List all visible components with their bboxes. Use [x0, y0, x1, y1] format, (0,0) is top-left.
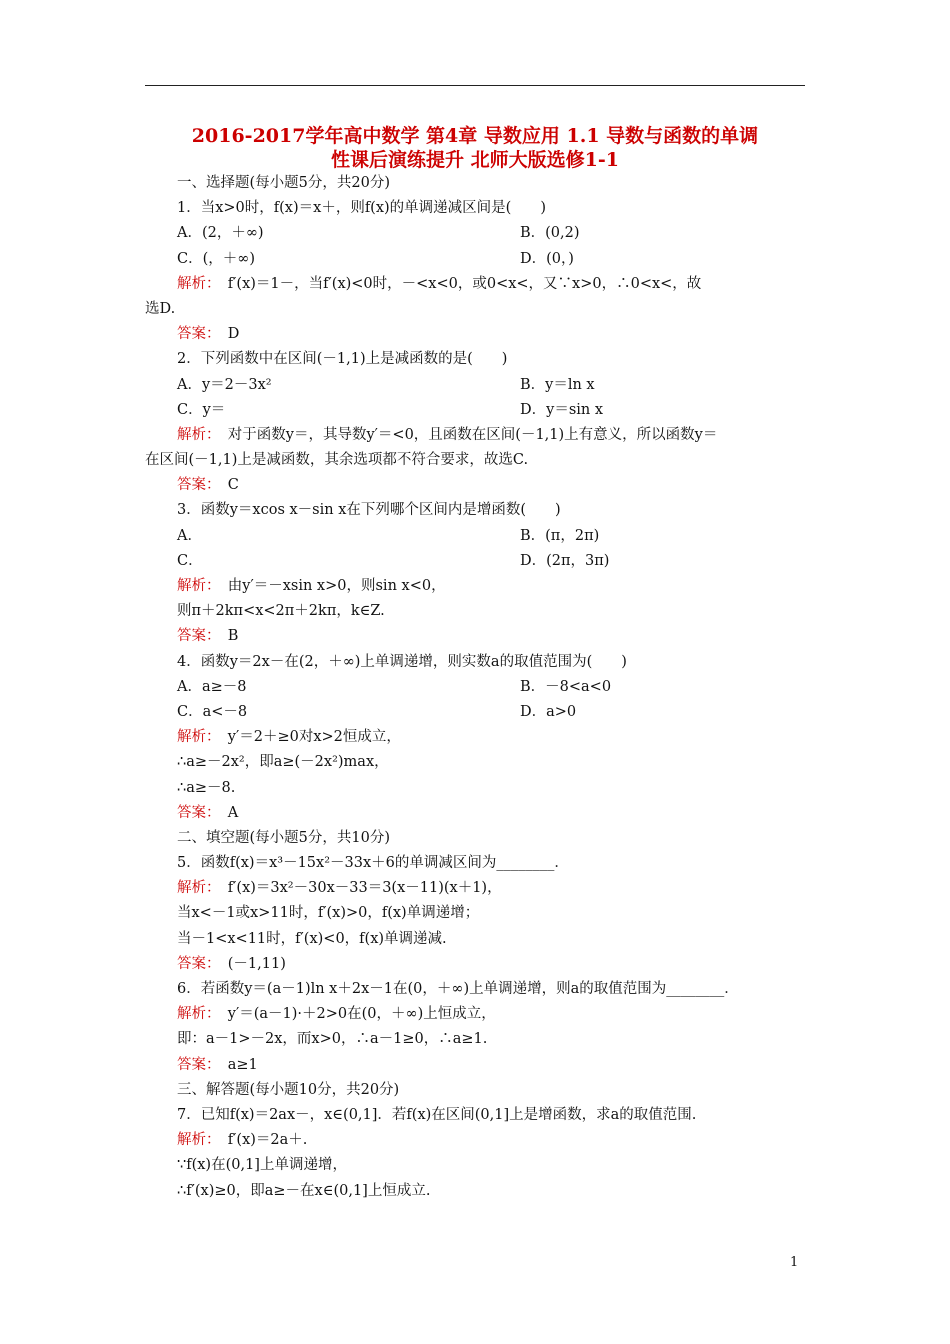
option-d: D．a>0 [520, 703, 577, 720]
analysis-line: 当x<－1或x>11时，f′(x)>0，f(x)单调递增； [177, 905, 480, 922]
answer-label: 答案： [177, 804, 214, 821]
option-b: B．(π，2π) [520, 527, 600, 544]
answer-text: (－1,11) [227, 955, 286, 972]
answer-label: 答案： [177, 477, 214, 494]
header-rule [145, 85, 805, 86]
answer-line [145, 624, 805, 649]
answer-text: D [227, 326, 240, 343]
option-row [145, 373, 805, 398]
option-row [145, 398, 805, 423]
answer-text: A [227, 804, 239, 821]
analysis-text: 对于函数y＝，其导数y′＝<0，且函数在区间(－1,1)上有意义，所以函数y＝ [227, 426, 718, 443]
analysis-line [145, 1128, 805, 1153]
answer-line [145, 952, 805, 977]
option-a: A． [177, 527, 202, 544]
analysis-line [145, 423, 805, 448]
section-heading: 三、解答题(每小题10分，共20分) [177, 1081, 400, 1098]
analysis-label: 解析： [177, 426, 214, 443]
document-body [145, 171, 805, 1204]
option-c: C．(，＋∞) [177, 250, 255, 267]
option-row [145, 700, 805, 725]
option-c: C．a<－8 [177, 703, 248, 720]
analysis-label: 解析： [177, 880, 214, 897]
answer-line [145, 473, 805, 498]
question-stem: 6．若函数y＝(a－1)ln x＋2x－1在(0，＋∞)上单调递增，则a的取值范围为________． [177, 981, 739, 997]
analysis-line: ∴a≥－2x²，即a≥(－2x²)max， [177, 754, 389, 771]
option-d: D．y＝sin x [520, 401, 604, 418]
analysis-line: ∴a≥－8. [177, 779, 236, 796]
analysis-text: y′＝(a－1)·＋2>0在(0，＋∞)上恒成立， [227, 1006, 496, 1023]
question-stem: 7．已知f(x)＝2ax－，x∈(0,1]．若f(x)在区间(0,1]上是增函数，求a的取值范围. [177, 1106, 697, 1123]
section-heading: 二、填空题(每小题5分，共10分) [177, 829, 390, 846]
analysis-line: ∵f(x)在(0,1]上单调递增， [177, 1157, 347, 1174]
option-c: C． [177, 552, 203, 569]
option-a: A．y＝2－3x² [177, 376, 272, 393]
option-row [145, 549, 805, 574]
document-title [145, 124, 805, 172]
analysis-label: 解析： [177, 1132, 214, 1149]
option-d: D．(2π，3π) [520, 552, 610, 569]
question-stem: 1．当x>0时，f(x)＝x＋，则f(x)的单调递减区间是( ) [177, 200, 546, 217]
answer-line [145, 322, 805, 347]
analysis-line: 即：a－1>－2x，而x>0，∴a－1≥0，∴a≥1. [177, 1031, 488, 1048]
title-line-1: 2016-2017学年高中数学 第4章 导数应用 1.1 导数与函数的单调 [191, 125, 759, 147]
answer-text: a≥1 [227, 1056, 258, 1073]
analysis-line: 则π＋2kπ<x<2π＋2kπ，k∈Z. [177, 603, 385, 620]
option-c: C．y＝ [177, 401, 226, 418]
option-b: B．(0,2) [520, 225, 580, 242]
analysis-line: 选D. [145, 300, 176, 317]
analysis-line [145, 272, 805, 297]
question-stem: 4．函数y＝2x－在(2，＋∞)上单调递增，则实数a的取值范围为( ) [177, 653, 627, 670]
option-b: B．y＝ln x [520, 376, 595, 393]
analysis-line [145, 876, 805, 901]
option-row [145, 524, 805, 549]
analysis-label: 解析： [177, 729, 214, 746]
answer-text: C [227, 477, 239, 494]
analysis-line [145, 574, 805, 599]
answer-label: 答案： [177, 628, 214, 645]
option-a: A．a≥－8 [177, 678, 247, 695]
analysis-text: f′(x)＝1－，当f′(x)<0时，－<x<0，或0<x<，又∵x>0，∴0<x<，故 [227, 275, 702, 292]
option-b: B．－8<a<0 [520, 678, 612, 695]
analysis-line: 当－1<x<11时，f′(x)<0，f(x)单调递减. [177, 930, 447, 947]
analysis-label: 解析： [177, 578, 214, 594]
option-row [145, 675, 805, 700]
question-stem: 2．下列函数中在区间(－1,1)上是减函数的是( ) [177, 351, 508, 368]
analysis-text: f′(x)＝2a＋. [227, 1132, 308, 1149]
answer-text: B [227, 628, 239, 645]
analysis-text: 由y′＝－xsin x>0，则sin x<0， [227, 578, 446, 594]
option-d: D．(0，) [520, 250, 574, 267]
analysis-label: 解析： [177, 1006, 214, 1023]
analysis-text: y′＝2＋≥0对x>2恒成立， [227, 729, 401, 746]
analysis-line [145, 1002, 805, 1027]
answer-line [145, 1053, 805, 1078]
question-stem: 3．函数y＝xcos x－sin x在下列哪个区间内是增函数( ) [177, 502, 561, 519]
option-a: A．(2，＋∞) [177, 225, 264, 242]
analysis-line [145, 725, 805, 750]
option-row [145, 221, 805, 246]
section-heading: 一、选择题(每小题5分，共20分) [177, 175, 390, 191]
analysis-line: 在区间(－1,1)上是减函数，其余选项都不符合要求，故选C. [145, 452, 529, 469]
answer-label: 答案： [177, 955, 214, 972]
option-row [145, 247, 805, 272]
analysis-text: f′(x)＝3x²－30x－33＝3(x－11)(x＋1)， [227, 880, 502, 897]
question-stem: 5．函数f(x)＝x³－15x²－33x＋6的单调减区间为________． [177, 855, 569, 872]
answer-line [145, 801, 805, 826]
answer-label: 答案： [177, 326, 214, 343]
analysis-label: 解析： [177, 275, 214, 292]
answer-label: 答案： [177, 1056, 214, 1073]
title-line-2: 性课后演练提升 北师大版选修1-1 [331, 149, 619, 171]
analysis-line: ∴f′(x)≥0，即a≥－在x∈(0,1]上恒成立. [177, 1182, 431, 1199]
page-number: 1 [790, 1255, 799, 1270]
